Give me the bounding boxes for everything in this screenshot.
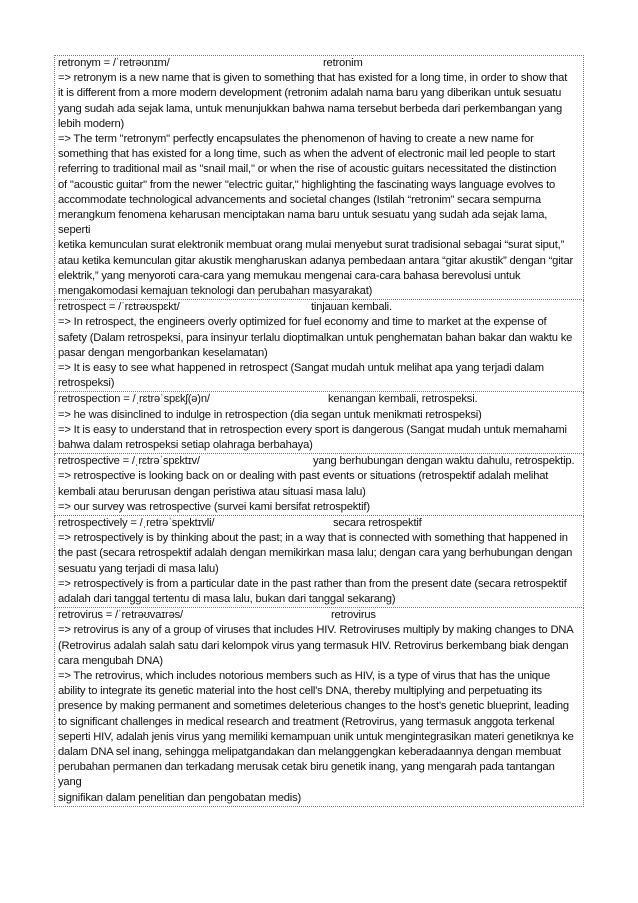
- entry-translation: secara retrospektif: [333, 517, 422, 530]
- entry-term: retronym = /ˈretrəʊnɪm/: [58, 57, 170, 69]
- entry-translation: retrovirus: [331, 609, 376, 622]
- entry-text-line: elektrik,” yang menyoroti cara-cara yang memukau mengenai cara-cara bahasa berevolusi untuk: [58, 269, 521, 282]
- entry-header: [55, 300, 583, 315]
- entry-text-line: adalah dari tanggal tertentu di masa lalu, bukan dari tanggal sekarang): [58, 593, 396, 606]
- entry-text-line: accommodate technological advancements and societal changes (Istilah “retronim” secara sempurna: [58, 193, 541, 206]
- entry-text-line: => In retrospect, the engineers overly optimized for fuel economy and time to market at the expense of: [58, 316, 547, 329]
- entry-text-line: lebih modern): [58, 117, 125, 130]
- entry-header: [55, 454, 583, 469]
- entry-text-line: atau ketika kemunculan gitar akustik mengharuskan adanya pembedaan antara “gitar akustik” dengan “gitar: [58, 254, 574, 267]
- entry-text-line: it is different from a more modern development (retronim adalah nama baru yang diberikan untuk sesuatu: [58, 87, 562, 100]
- entry-term: retrospection = /ˌrɛtrəˈspɛkʃ(ə)n/: [58, 393, 210, 406]
- entry-term: retrospect = /ˈrɛtrəʊspɛkt/: [58, 301, 180, 314]
- entry-text-line: ability to integrate its genetic material into the host cell's DNA, thereby multiplying and perpetuating its: [58, 685, 542, 698]
- entry-header: [55, 608, 583, 623]
- entry-term: retrospectively = /ˌretrəˈspektɪvli/: [58, 517, 215, 530]
- entry-text-line: kembali atau berurusan dengan peristiwa atau situasi masa lalu): [58, 485, 366, 498]
- entry-text-line: bahwa dalam retrospeksi setiap olahraga berbahaya): [58, 439, 313, 452]
- entry-text-line: to significant challenges in medical research and treatment (Retrovirus, yang termasuk anggota terkenal: [58, 715, 555, 728]
- entry-term: retrospective = /ˌrɛtrəˈspɛktɪv/: [58, 455, 200, 468]
- entry-text-line: of "acoustic guitar" from the newer "electric guitar," highlighting the fascinating ways language evolves to: [58, 178, 556, 191]
- entry-header: [55, 516, 583, 531]
- entry-text-line: => retronym is a new name that is given to something that has existed for a long time, in order to show that: [58, 72, 568, 85]
- entry-text-line: => retrospective is looking back on or dealing with past events or situations (retrospektif adalah melihat: [58, 470, 549, 483]
- entry-text-line: => It is easy to see what happened in retrospect (Sangat mudah untuk melihat apa yang terjadi dalam: [58, 362, 544, 375]
- entry-text-line: the past (secara retrospektif adalah dengan memikirkan masa lalu; dengan cara yang berhubungan dengan: [58, 547, 573, 560]
- entry-text-line: => he was disinclined to indulge in retrospection (dia segan untuk menikmati retrospeksi): [58, 408, 482, 421]
- entry-text-line: => The term "retronym" perfectly encapsulates the phenomenon of having to create a new name for: [58, 133, 534, 145]
- vocab-entry: [54, 608, 584, 807]
- entry-text-line: sesuatu yang terjadi di masa lalu): [58, 562, 219, 575]
- entry-text-line: (Retrovirus adalah salah satu dari kelompok virus yang termasuk HIV. Retrovirus berkembang biak dengan: [58, 639, 569, 652]
- entry-text-line: seperti HIV, adalah jenis virus yang memiliki kemampuan unik untuk mengintegrasikan materi genetiknya ke: [58, 730, 574, 743]
- entry-text-line: signifikan dalam penelitian dan pengobatan medis): [58, 791, 302, 804]
- entry-text-line: something that has existed for a long time, such as when the advent of electronic mail led people to start: [58, 148, 556, 161]
- entry-text-line: merangkum fenomena keharusan menciptakan nama baru untuk sesuatu yang sudah ada sejak lama, seperti: [58, 209, 548, 237]
- entry-term: retrovirus = /ˈretrəʊvaɪrəs/: [58, 609, 183, 622]
- entry-text-line: => retrovirus is any of a group of viruses that includes HIV. Retroviruses multiply by making changes to DNA: [58, 624, 574, 637]
- vocab-entry: [54, 454, 584, 516]
- entry-translation: kenangan kembali, retrospeksi.: [328, 393, 478, 406]
- entry-text-line: yang sudah ada sejak lama, untuk menunjukkan bahwa nama tersebut berbeda dari perkembangan yang: [58, 102, 563, 115]
- entry-text-line: cara mengubah DNA): [58, 654, 163, 667]
- entry-text-line: dalam DNA sel inang, sehingga melipatgandakan dan melanggengkan keberadaannya dengan membuat: [58, 746, 561, 759]
- entry-text-line: referring to traditional mail as "snail mail," or when the rise of acoustic guitars necessitated the distinction: [58, 163, 557, 176]
- vocab-entry: [54, 392, 584, 454]
- entry-header: [55, 56, 583, 71]
- entry-text-line: => retrospectively is by thinking about the past; in a way that is connected with something that happened in: [58, 532, 568, 545]
- entry-text-line: => our survey was retrospective (survei kami bersifat retrospektif): [58, 500, 370, 513]
- entry-translation: yang berhubungan dengan waktu dahulu, retrospektip.: [313, 455, 575, 468]
- entry-text-line: safety (Dalam retrospeksi, para insinyur terlalu dioptimalkan untuk penghematan bahan bakar dan waktu ke: [58, 331, 573, 344]
- entry-translation: tinjauan kembali.: [311, 301, 392, 314]
- entry-translation: retronim: [323, 57, 363, 69]
- entry-text-line: retrospeksi): [58, 377, 115, 390]
- vocabulary-table: [54, 55, 584, 807]
- entry-text-line: mengakomodasi kemajuan teknologi dan perubahan masyarakat): [58, 285, 373, 298]
- entry-text-line: => It is easy to understand that in retrospection every sport is dangerous (Sangat mudah untuk memahami: [58, 423, 567, 436]
- entry-text-line: presence by making permanent and sometimes deleterious changes to the host's genetic blueprint, leading: [58, 700, 569, 713]
- vocab-entry: [54, 55, 584, 300]
- entry-text-line: => retrospectively is from a particular date in the past rather than from the present date (secara retrospektif: [58, 577, 567, 590]
- vocab-entry: [54, 516, 584, 608]
- entry-text-line: => The retrovirus, which includes notorious members such as HIV, is a type of virus that has the unique: [58, 670, 550, 683]
- entry-text-line: pasar dengan mengorbankan keselamatan): [58, 346, 268, 359]
- entry-text-line: perubahan permanen dan terkadang merusak cetak biru genetik inang, yang mengarah pada tantangan yang: [58, 761, 555, 789]
- entry-header: [55, 392, 583, 407]
- vocab-entry: [54, 300, 584, 392]
- entry-text-line: ketika kemunculan surat elektronik membuat orang mulai menyebut surat tradisional sebagai “surat siput,”: [58, 239, 565, 252]
